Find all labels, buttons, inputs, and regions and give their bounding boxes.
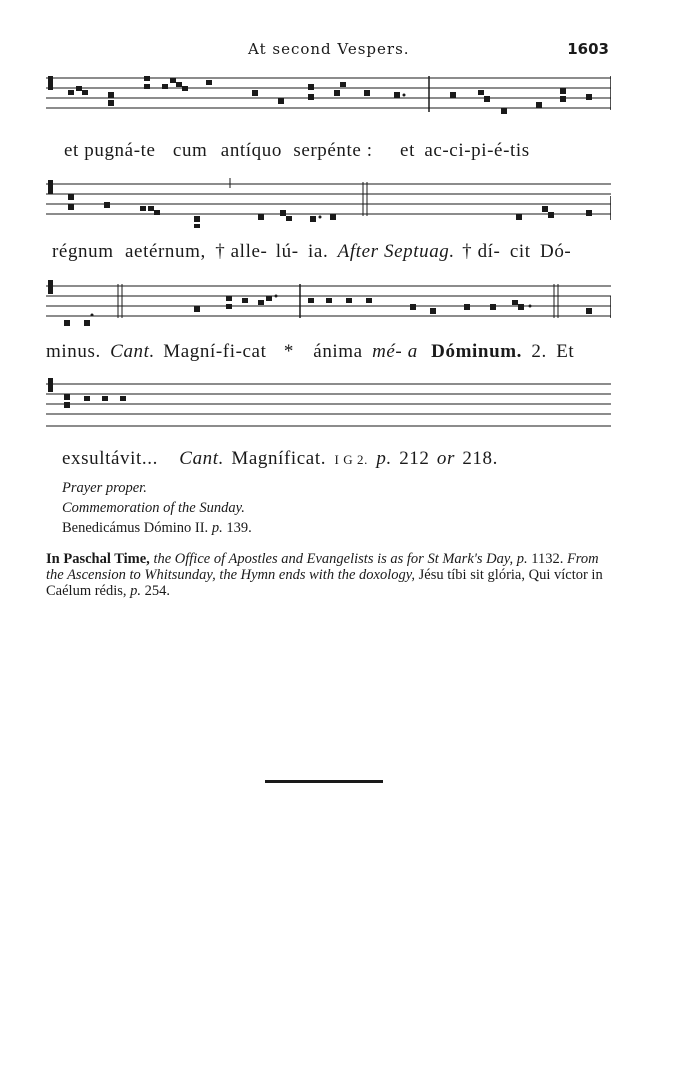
staff-2-svg [46, 176, 611, 228]
rubric-cant: Cant. [179, 448, 224, 469]
lyric-word: exsultávit... [62, 448, 158, 469]
page-ref: 218. [462, 448, 498, 469]
benedicamus-text: Benedicámus Dómino II. [62, 520, 209, 536]
mode-reference: I G 2. [334, 452, 369, 467]
hymn-incipit: Jésu tíbi sit glória, Qui víctor in Caélum rédis, [46, 567, 603, 599]
lyric-word: lú- [275, 241, 299, 262]
chant-staff-4 [46, 376, 611, 428]
lyric-word: ánima [313, 341, 363, 362]
paschal-heading: In Paschal Time, [46, 551, 150, 567]
page-ref: 139. [226, 520, 252, 536]
page-abbrev: p. [130, 583, 142, 599]
lyric-word: cum [172, 140, 208, 161]
lyric-line-2 [46, 241, 611, 263]
lyric-line-1 [46, 140, 611, 162]
rubric-cant: Cant. [110, 341, 155, 362]
running-title: At second Vespers. [248, 40, 410, 58]
lyric-word: Et [556, 341, 575, 362]
staff-4-svg [46, 376, 611, 428]
rubric-commemoration: Commemoration of the Sunday. [62, 500, 245, 516]
chant-staff-1 [46, 70, 611, 122]
lyric-syllables: ac-ci-pi-é-tis [424, 140, 530, 161]
lyric-syllables: et pugná-te [64, 140, 156, 161]
page-abbrev: p. [211, 520, 223, 536]
lyric-word: aetérnum, [125, 241, 206, 262]
page-number: 1603 [567, 40, 609, 58]
page-header [0, 40, 679, 62]
lyric-word: Dó- [540, 241, 572, 262]
lyric-word: serpénte : [293, 140, 373, 161]
lyric-word: † alle- [215, 241, 268, 262]
page-abbrev: p. [376, 448, 392, 469]
paschal-text-2: From the Ascension to Whitsunday, the Hymn ends with the doxology, [46, 551, 599, 583]
page-abbrev: p. [516, 551, 528, 567]
lyric-word: ia. [308, 241, 329, 262]
page-ref: 1132. [531, 551, 564, 567]
page-ref: 212 [399, 448, 430, 469]
rubric-prayer: Prayer proper. [62, 480, 147, 496]
page-ref: 254. [144, 583, 171, 599]
end-rule [265, 780, 383, 783]
asterisk: * [283, 341, 294, 362]
lyric-line-4 [46, 448, 611, 470]
chant-staff-2 [46, 176, 611, 228]
lyric-word: cit [509, 241, 531, 262]
verse-number: 2. [531, 341, 547, 362]
lyric-word: minus. [46, 341, 101, 362]
lyric-word: † dí- [462, 241, 501, 262]
lyric-word: et [400, 140, 415, 161]
lyric-word: antíquo [220, 140, 282, 161]
lyric-syllables: mé- a [372, 341, 418, 362]
rubric-after-septuag: After Septuag. [337, 241, 455, 262]
paschal-paragraph [46, 551, 616, 599]
chant-staff-3 [46, 278, 611, 330]
lyric-line-3 [46, 341, 611, 363]
staff-1-svg [46, 70, 611, 122]
rubric-benedicamus [62, 520, 252, 537]
or-word: or [436, 448, 455, 469]
lyric-syllables: Magní-fi-cat [163, 341, 267, 362]
paschal-text-1: the Office of Apostles and Evangelists is as for St Mark's Day, [153, 551, 514, 567]
chant-reference: Magníficat. [231, 448, 327, 469]
staff-3-svg [46, 278, 611, 330]
lyric-word: Dóminum. [431, 341, 523, 362]
lyric-word: régnum [52, 241, 114, 262]
